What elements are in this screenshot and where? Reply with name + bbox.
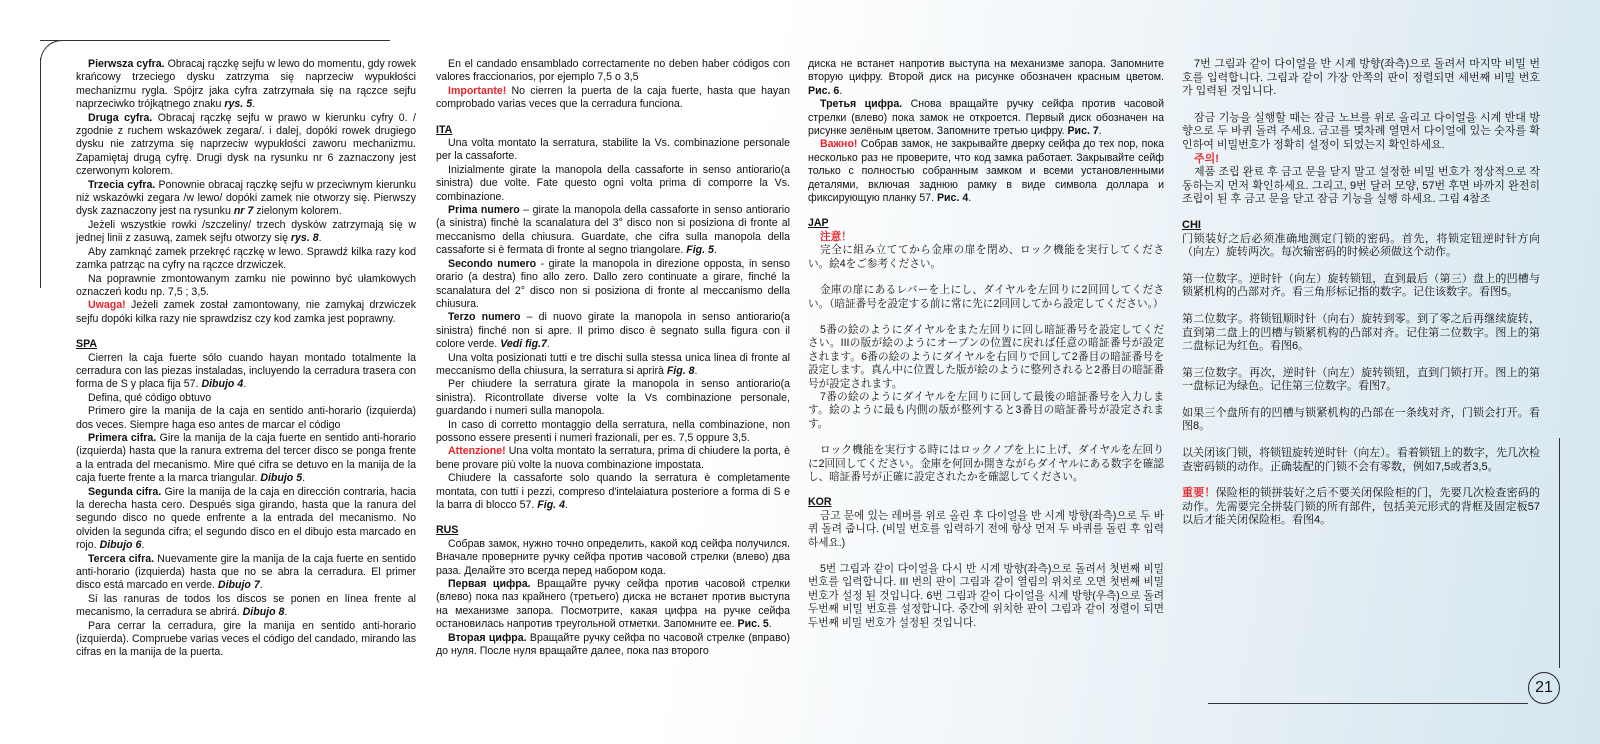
paragraph: Druga cyfra. Obracaj rączkę sejfu w prawo w kierunku cyfry 0. / zgodnie z ruchem wskazówek zegara/. i dalej, dopóki rowek drugiego dysku nie zatrzyma się naprzeciw wypukłości zaworu mechanizmu. Zapamiętaj drugą cyfrę. Drugi dysk na rysunku nr 6 zaznaczony jest czerwonym kolorem. <box>76 111 416 178</box>
paragraph: 门锁装好之后必须准确地测定门锁的密码。首先，将锁定钮逆时针方向（向左）旋转两次。每次输密码的时候必须做这个动作。 <box>1182 232 1540 259</box>
paragraph: Na poprawnie zmontowanym zamku nie powinno być ułamkowych oznaczeń kodu np. 7,5 ; 3,5. <box>76 272 416 298</box>
section-heading-kor: KOR <box>808 496 832 509</box>
paragraph: Третья цифра. Снова вращайте ручку сейфа против часовой стрелки (влево) пока замок не откроется. Первый диск обозначен на рисунке зелёным цветом. Запомните третью цифру. Рис. 7. <box>808 98 1164 138</box>
paragraph: Tercera cifra. Nuevamente gire la manija de la caja fuerte en sentido anti-horario (izquierda) hasta que no se abra la cerradura. El primer disco está marcado en verde. Dibujo 7. <box>76 552 416 592</box>
section-heading-jap: JAP <box>808 217 829 230</box>
paragraph: In caso di corretto montaggio della serratura, nella combinazione, non possono essere presenti i numeri frazionali, per es. 7,5 oppure 3,5. <box>436 418 790 444</box>
frame-bottom-line <box>1208 703 1528 704</box>
warning-paragraph: 重要！保险柜的锁拼装好之后不要关闭保险柜的门，先要几次检查密码的动作。先需要完全拼装门锁的所有部件，包括美元形式的背框及固定板57以后才能关闭保险柜。看图4。 <box>1182 487 1541 527</box>
column-2 <box>436 58 790 658</box>
paragraph: Вторая цифра. Вращайте ручку сейфа по часовой стрелке (вправо) до нуля. После нуля вращайте далее, пока паз второго <box>436 631 790 658</box>
paragraph: En el candado ensamblado correctamente no deben haber códigos con valores fraccionarios, por ejemplo 7,5 o 3,5 <box>436 58 790 84</box>
warning-label: Важно! <box>820 138 858 151</box>
paragraph: Собрав замок, нужно точно определить, какой код сейфа получился. Вначале проверните ручку сейфа против часовой стрелки (влево) два раза. Делайте это всегда перед набором кода. <box>436 537 790 577</box>
paragraph: Si las ranuras de todos los discos se ponen en línea frente al mecanismo, la cerradura se abrirá. Dibujo 8. <box>76 592 416 619</box>
section-heading-rus: RUS <box>436 524 459 537</box>
frame-top-line <box>40 40 390 41</box>
paragraph: Chiudere la cassaforte solo quando la serratura è completamente montata, con tutti i pezzi, compreso d'intelaiatura posteriore a forma di S e la barra di blocco 57. Fig. 4. <box>436 472 790 511</box>
paragraph: 7番の絵のようにダイヤルを左回りに回して最後の暗証番号を入力します。絵のように最も内側の版が整列すると3番目の暗証番号が設定されます。 <box>808 390 1164 430</box>
warning-label: 주의! <box>1194 152 1219 165</box>
paragraph: Trzecia cyfra. Ponownie obracaj rączkę sejfu w przeciwnym kierunku niż wskazówki zegara /w lewo/ dopóki zamek nie otworzy się. Pierwszy dysk zaznaczony jest na rysunku nr 7 zielonym kolorem. <box>76 178 416 218</box>
paragraph: 5番の絵のようにダイヤルをまた左回りに回し暗証番号を設定してください。IIIの版が絵のようにオープンの位置に戻れば任意の暗証番号が設定されます。6番の絵のようにダイヤルを右回りで回して2番目の暗証番号を設定します。真ん中に位置した版が絵のように整列されると2番目の暗証番号が設定されます。 <box>808 323 1164 390</box>
paragraph: Prima numero – girate la manopola della cassaforte in senso antiorario (a sinistra) finchè la scanalatura del 3° disco non si posiziona di fronte al meccanismo della chiusura. Guardate, che cifra sulla manopola della cassaforte si è fermata di fronte al segno triangolare. Fig. 5. <box>436 204 791 257</box>
paragraph: Primero gire la manija de la caja en sentido anti-horario (izquierda) dos veces. Siempre haga eso antes de marcar el código <box>76 405 416 431</box>
paragraph: 第二位数字。将锁钮顺时针（向右）旋转到零。到了零之后再继续旋转，直到第二盘上的凹槽与锁紧机构的凸部对齐。记住第二位数字。图上的第二盘标记为红色。看图6。 <box>1182 312 1540 353</box>
paragraph: 第三位数字。再次，逆时针（向左）旋转锁钮，直到门锁打开。图上的第一盘标记为绿色。记住第三位数字。看图7。 <box>1182 366 1540 393</box>
warning-label: 重要！ <box>1182 487 1216 500</box>
paragraph: Jeżeli wszystkie rowki /szczeliny/ trzech dysków zatrzymają się w jednej linii z zasuwą, zamek sejfu otworzy się rys. 8. <box>76 218 416 245</box>
warning-label: Importante! <box>448 84 507 97</box>
paragraph: 金庫の扉にあるレバーを上にし、ダイヤルを左回りに2回回してください。（暗証番号を設定する前に常に先に2回回してから設定してください。） <box>808 284 1164 310</box>
section-heading-spa: SPA <box>76 338 97 351</box>
paragraph: Para cerrar la cerradura, gire la manija en sentido anti-horario (izquierda). Compruebe varias veces el código del candado, mirando las cifras en la manija de la puerta. <box>76 619 416 659</box>
paragraph: 5번 그림과 같이 다이얼을 다시 반 시계 방향(좌측)으로 돌려서 첫번째 비밀 번호를 입력합니다. III 번의 판이 그림과 같이 열림의 위치로 오면 첫번째 비밀 번호가 설정 된 것입니다. 6번 그림과 같이 다이얼을 시계 방향(우측)으로 돌려 두번째 비밀 번호를 설정합니다. 중간에 위치한 판이 그림과 같이 정렬이 되면 두번째 비밀 번호가 설정된 것입니다. <box>808 563 1164 629</box>
paragraph: Cierren la caja fuerte sólo cuando hayan montado totalmente la cerradura con las piezas instaladas, incluyendo la cerradura trasera con forma de S y placa fija 57. Dibujo 4. <box>76 351 416 391</box>
section-heading-chi: CHI <box>1182 218 1201 231</box>
paragraph: Pierwsza cyfra. Obracaj rączkę sejfu w lewo do momentu, gdy rowek krańcowy trzeciego dysku zatrzyma się naprzeciw wypukłości mechanizmu rygla. Spójrz jaka cyfra zatrzymała się na rączce sejfu naprzeciwko trójkątnego znaku rys. 5. <box>76 58 416 111</box>
column-1 <box>76 58 416 660</box>
column-3 <box>808 58 1164 630</box>
paragraph: 제품 조립 완료 후 금고 문을 닫지 말고 설정한 비밀 번호가 정상적으로 작동하는지 먼저 확인하세요. 그리고, 9번 달러 모양, 57번 후면 바까지 완전히 조립이 된 후 금고 문을 닫고 잠금 기능을 실행 하세요. 그림 4참조 <box>1182 166 1540 206</box>
paragraph: Una volta montato la serratura, stabilite la Vs. combinazione personale per la cassaforte. <box>436 137 790 163</box>
warning-paragraph: Uwaga! Jeżeli zamek został zamontowany, nie zamykaj drzwiczek sejfu dopóki kilka razy nie sprawdzisz czy kod zamka jest poprawny. <box>76 299 416 325</box>
paragraph: диска не встанет напротив выступа на механизме запора. Запомните вторую цифру. Второй диск на рисунке обозначен красным цветом. Рис. 6. <box>808 58 1164 97</box>
paragraph: 第一位数字。逆时针（向左）旋转锁钮，直到最后（第三）盘上的凹槽与锁紧机构的凸部对齐。看三角形标记指的数字。记住该数字。看图5。 <box>1182 272 1540 299</box>
paragraph: Aby zamknąć zamek przekręć rączkę w lewo. Sprawdź kilka razy kod zamka patrząc na cyfry na rączce drzwiczek. <box>76 245 416 272</box>
section-heading-ita: ITA <box>436 123 453 136</box>
paragraph: 完全に組み立ててから金庫の扉を閉め、ロック機能を実行してください。絵4をご参考ください。 <box>808 244 1164 270</box>
warning-label: Uwaga! <box>88 299 126 312</box>
paragraph: 금고 문에 있는 레버를 위로 올린 후 다이얼을 반 시계 방향(좌측)으로 두 바퀴 돌려 줍니다. (비밀 번호를 입력하기 전에 항상 먼저 두 바퀴를 돌린 후 입력하세요.) <box>808 509 1164 549</box>
paragraph: ロック機能を実行する時にはロックノブを上に上げ、ダイヤルを左回りに2回回してください。金庫を何回か開きながらダイヤルにある数字を確認し、暗証番号が正確に設定されたかを確認してください。 <box>808 444 1164 483</box>
warning-paragraph: Importante! No cierren la puerta de la caja fuerte, hasta que hayan comprobado varias veces que la cerradura funciona. <box>436 84 790 111</box>
frame-right-line <box>1559 438 1560 668</box>
paragraph: Inizialmente girate la manopola della cassaforte in senso antiorario(a sinistra) due volte. Fate questo ogni volta prima di comporre la Vs. combinazione. <box>436 163 790 203</box>
frame-corner <box>40 40 63 63</box>
paragraph: Per chiudere la serratura girate la manopola in senso antiorario(a sinistra). Ricontrollate diverse volte la Vs combinazione personale, guardando i numeri sulla manopola. <box>436 378 790 418</box>
paragraph: Una volta posizionati tutti e tre dischi sulla stessa unica linea di fronte al meccanismo della chiusura, la serratura si aprirà Fig. 8. <box>436 351 790 377</box>
frame-left-line <box>40 58 41 288</box>
paragraph: Terzo numero – di nuovo girate la manopola in senso antiorario(a sinistra) finché non si apre. Il primo disco è segnato sulla figura con il colore verde. Vedi fig.7. <box>436 311 790 351</box>
warning-paragraph: Важно! Собрав замок, не закрывайте дверку сейфа до тех пор, пока несколько раз не проверите, что код замка работает. Закрывайте сейф только с полностью собранным замком и всеми установленными деталями, включая заднюю рамку в виде символа доллара и фиксирующую планку 57. Рис. 4. <box>808 138 1164 205</box>
column-4 <box>1182 58 1540 528</box>
warning-label: 注意！ <box>820 230 852 243</box>
paragraph: 以关闭该门锁，将锁钮旋转逆时针（向左）。看着锁钮上的数字，先几次检查密码锁的动作。正确装配的门锁不会有零数，例如7,5或者3,5。 <box>1182 447 1540 473</box>
warning-paragraph: Attenzione! Una volta montato la serratura, prima di chiudere la porta, è bene provare più volte la nuova combinazione impostata. <box>436 445 790 471</box>
paragraph: Первая цифра. Вращайте ручку сейфа против часовой стрелки (влево) пока паз крайнего (третьего) диска не встанет против выступа на механизме запора. Посмотрите, какая цифра на ручке сейфа остановилась напротив треугольной отметки. Запомните ее. Рис. 5. <box>436 578 790 631</box>
paragraph: 잠금 기능을 실행할 때는 잠금 노브를 위로 올리고 다이얼을 시계 반대 방향으로 두 바퀴 돌려 주세요. 금고를 몇차례 열면서 다이얼에 있는 숫자를 확인하여 비밀번호가 정확히 설정이 되었는지 확인하세요. <box>1182 111 1540 151</box>
paragraph: Segunda cifra. Gire la manija de la caja en dirección contraria, hacia la derecha hasta cero. Después siga girando, hasta que la ranura del segundo disco no quede enfrente a la entrada del mecanismo. No olviden la segunda cifra; el segundo disco en el dibujo esta marcado en rojo. Dibujo 6. <box>76 485 417 552</box>
paragraph: 如果三个盘所有的凹槽与锁紧机构的凸部在一条线对齐，门锁会打开。看图8。 <box>1182 406 1540 433</box>
paragraph: Defina, qué código obtuvo <box>88 391 212 404</box>
paragraph: 7번 그림과 같이 다이얼을 반 시계 방향(좌측)으로 돌려서 마지막 비밀 번호를 입력합니다. 그림과 같이 가장 안쪽의 판이 정렬되면 세번째 비밀 번호가 입력된 것입니다. <box>1182 58 1540 98</box>
warning-label: Attenzione! <box>448 445 506 458</box>
page-number: 21 <box>1528 672 1560 704</box>
paragraph: Primera cifra. Gire la manija de la caja fuerte en sentido anti-horario (izquierda) hasta que la ranura extrema del tercer disco se ponga frente a la entrada del mecanismo. Mire qué cifra se detuvo en la manija de la caja fuerte frente a la marca triangular. Dibujo 5. <box>76 431 416 485</box>
paragraph: Secondo numero - girate la manopola in direzione opposta, in senso orario (a destra) fino allo zero. Dallo zero continuate a girare, finché la scanalatura del 2° disco non si posiziona di fronte al meccanismo della chiusura. <box>436 257 790 310</box>
